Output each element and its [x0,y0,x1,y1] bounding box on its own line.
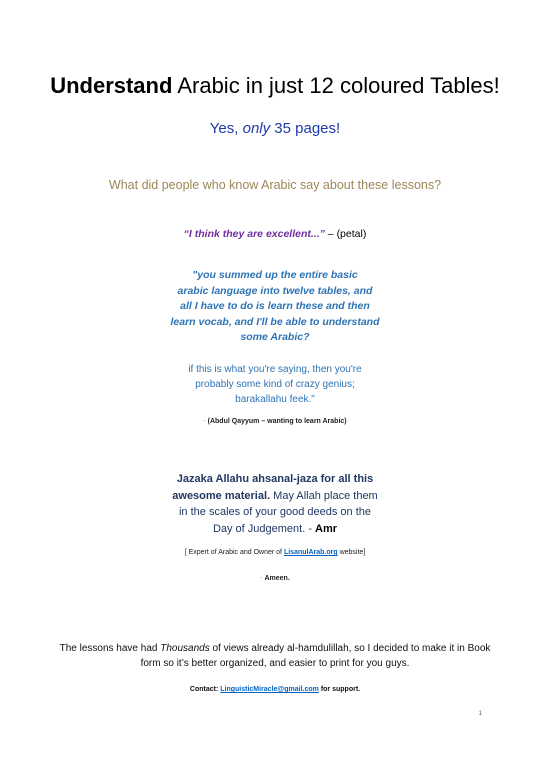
reply-ameen [0,575,550,582]
reply-dash: - [260,575,265,582]
reply-text: Ameen. [264,575,290,582]
quote-line: learn vocab, and I'll be able to understand [170,315,380,328]
quote-line: all I have to do is learn these and then [180,300,370,312]
attribution-dash: - [203,418,208,425]
quote-line: Day of Judgement. - [212,522,316,535]
testimonial-quote: “I think they are excellent...” [183,228,325,240]
question-heading: What did people who know Arabic say about these lessons? [108,178,442,192]
closing-text: of views already al-hamdulillah, so I decided to make it in Book [209,643,491,654]
testimonial-amr [0,471,550,537]
page-number: 1 [478,711,482,717]
author-credential [0,549,550,556]
testimonial-petal [0,228,550,240]
quote-line: May Allah place them [270,489,378,502]
author-name: Amr [315,522,338,535]
page-subtitle [0,120,550,137]
contact-post: for support. [318,686,361,693]
testimonial-abdul-qayyum-cont [0,362,550,407]
closing-paragraph [0,641,550,671]
testimonial-attribution: – (petal) [324,228,367,240]
testimonial-abdul-qayyum [0,268,550,346]
quote-line: if this is what you're saying, then you're [188,364,362,375]
quote-line: Jazaka Allahu ahsanal-jaza for all this [176,473,374,485]
quote-line: barakallahu feek." [235,394,315,405]
contact-label: Contact: [189,686,221,693]
subtitle-pre: Yes, [209,120,243,137]
testimonial-abdul-attribution [0,418,550,425]
credential-post: website] [337,549,366,556]
title-rest: Arabic in just 12 coloured Tables! [172,73,500,98]
contact-line [0,686,550,693]
page-title [0,72,550,100]
quote-line: some Arabic? [240,331,310,343]
closing-text: form so it’s better organized, and easier to print for you guys. [140,658,410,669]
closing-emphasis: Thousands [160,643,210,654]
contact-email-link[interactable]: LinguisticMiracle@gmail.com [220,686,319,693]
lisanularab-link[interactable]: LisanulArab.org [283,549,338,556]
quote-bold: awesome material. [172,489,271,502]
closing-text: The lessons have had [59,643,161,654]
quote-line: in the scales of your good deeds on the [178,506,372,518]
quote-line: arabic language into twelve tables, and [177,284,373,297]
quote-line: "you summed up the entire basic [192,269,358,281]
quote-line: probably some kind of crazy genius; [195,379,355,390]
attribution-text: (Abdul Qayyum – wanting to learn Arabic) [207,418,347,425]
credential-pre: [ Expert of Arabic and Owner of [184,549,284,556]
subtitle-post: 35 pages! [270,120,341,137]
subtitle-emphasis: only [242,120,271,137]
title-bold: Understand [50,73,173,98]
